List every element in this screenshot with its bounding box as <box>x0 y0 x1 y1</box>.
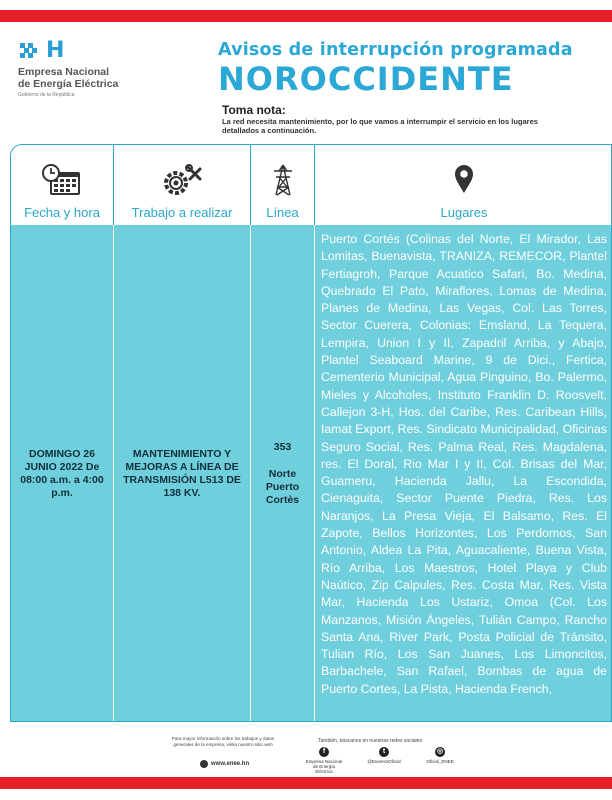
logo-letter: H <box>46 38 65 63</box>
location-pin-icon <box>452 163 476 197</box>
top-red-bar <box>0 10 612 22</box>
globe-icon <box>200 760 208 768</box>
header-trabajo <box>114 145 251 225</box>
website-link[interactable]: www.enee.hn <box>211 761 250 767</box>
header-label-fecha: Fecha y hora <box>24 205 100 220</box>
cell-fecha <box>11 225 114 722</box>
cell-trabajo <box>114 225 251 722</box>
lugares-text: Puerto Cortés (Colinas del Norte, El Mirador, Las Lomitas, Buenavista, TRANIZA, REMECOR, Plantel Fertiagroh, Parque Acuatico Safari, Bo. Medina, Quebrado El Pato, Miraflores, Lomas de Medina, Planes de Medina, Las Vegas, Col. Las Torres, Sector Cuerera, Colonias: Emsland, La Tequera, Lempira, Union I y II, Zapadril Arriba, y Abajo, Plantel Seaboard Marine, 9 de Dici., Fertica, Cementerio Municipal, Agua Pinguino, Bo. Palermo, Mieles y Alcoholes, Instituto Franklin D. Roosvelt, Callejon 3-H, Hos. del Caribe, Res. Caribean Hills, Iamat Export, Res. Sindicato Municipalidad, Oficinas Seguro Social, Res. Palma Real, Res. Magdalena, res. El Doral, Rio Mar I y II, Col. Brisas del Mar, Guameru, Hacienda Jallu, La Escondida, Cienaguita, Sector Puente Piedra, Res. Los Naranjos, La Presa Vieja, El Balsamo, Res. El Zapote, Bellos Horizontes, Los Perdomos, San Antonio, Aldea La Pita, Aguacaliente, Buena Vista, Río Arriba, Los Maestros, Hotel Playa y Club Naútico, Zip Calpules, Res. Costa Mar, Res. Vista Mar, Hacienda Los Ustariz, Omoa (Col. Los Manzanos, Misión Ángeles, Tulián Campo, Rancho Santa Ana, River Park, Posta Policial de Tránsito, Tulian Río, Los San Juanes, Los Limoncitos, Barbachele, San Rafael, Bombas de agua de Puerto Cortes, La Pista, Hacienda French, <box>321 232 607 696</box>
table-header <box>11 145 611 225</box>
footer-social-heading: También, búscanos en nuestras redes sociales: <box>318 738 424 744</box>
page-title: Avisos de interrupción programada <box>218 40 573 60</box>
note-text: La red necesita mantenimiento, por lo que vamos a interrumpir el servicio en los lugares detallados a continuación. <box>222 117 538 135</box>
social-instagram[interactable] <box>420 747 460 764</box>
cell-linea <box>251 225 315 722</box>
header-label-lugares: Lugares <box>440 205 488 220</box>
facebook-label: Empresa Nacional de Energía Eléctrica <box>305 759 343 774</box>
trabajo-text: MANTENIMIENTO Y MEJORAS A LÍNEA DE TRANSMISIÓN L513 DE 138 KV. <box>123 448 241 499</box>
transmission-tower-icon <box>271 163 295 197</box>
instagram-label: Oficial_ENEE <box>426 759 454 764</box>
footer-info: Para mayor información sobre los trabajos y datos generales de la empresa, visita nuestro sitio web <box>171 736 275 747</box>
linea-number: 353 <box>273 441 292 453</box>
note-heading: Toma nota: <box>222 103 286 117</box>
header-label-linea: Línea <box>266 205 299 220</box>
region-title: NOROCCIDENTE <box>218 60 514 98</box>
header-label-trabajo: Trabajo a realizar <box>131 205 233 220</box>
enee-logo <box>18 40 158 98</box>
logo-name-line2: de Energía Eléctrica <box>18 78 119 90</box>
instagram-icon[interactable]: ◎ <box>436 748 444 755</box>
calendar-clock-icon <box>40 163 84 197</box>
logo-dots-icon <box>18 42 44 60</box>
social-facebook[interactable] <box>304 747 344 774</box>
table-row <box>11 225 611 722</box>
header-fecha <box>11 145 114 225</box>
linea-name: Norte Puerto Cortès <box>265 468 300 506</box>
outage-table <box>10 144 612 722</box>
header-lugares <box>315 145 612 225</box>
header-linea <box>251 145 315 225</box>
gears-tools-icon <box>160 163 204 197</box>
social-twitter[interactable] <box>364 747 404 764</box>
fecha-text: DOMINGO 26 JUNIO 2022 De 08:00 a.m. a 4:00 p.m. <box>20 448 104 499</box>
logo-name-line1: Empresa Nacional <box>18 66 110 78</box>
bottom-red-bar <box>0 777 612 789</box>
footer-website[interactable] <box>200 760 249 768</box>
facebook-icon[interactable]: f <box>319 747 329 757</box>
cell-lugares <box>315 225 612 722</box>
twitter-icon[interactable]: t <box>379 747 389 757</box>
twitter-label: @EneeHnOficial <box>367 759 401 764</box>
logo-subtitle: Gobierno de la República <box>18 92 75 98</box>
